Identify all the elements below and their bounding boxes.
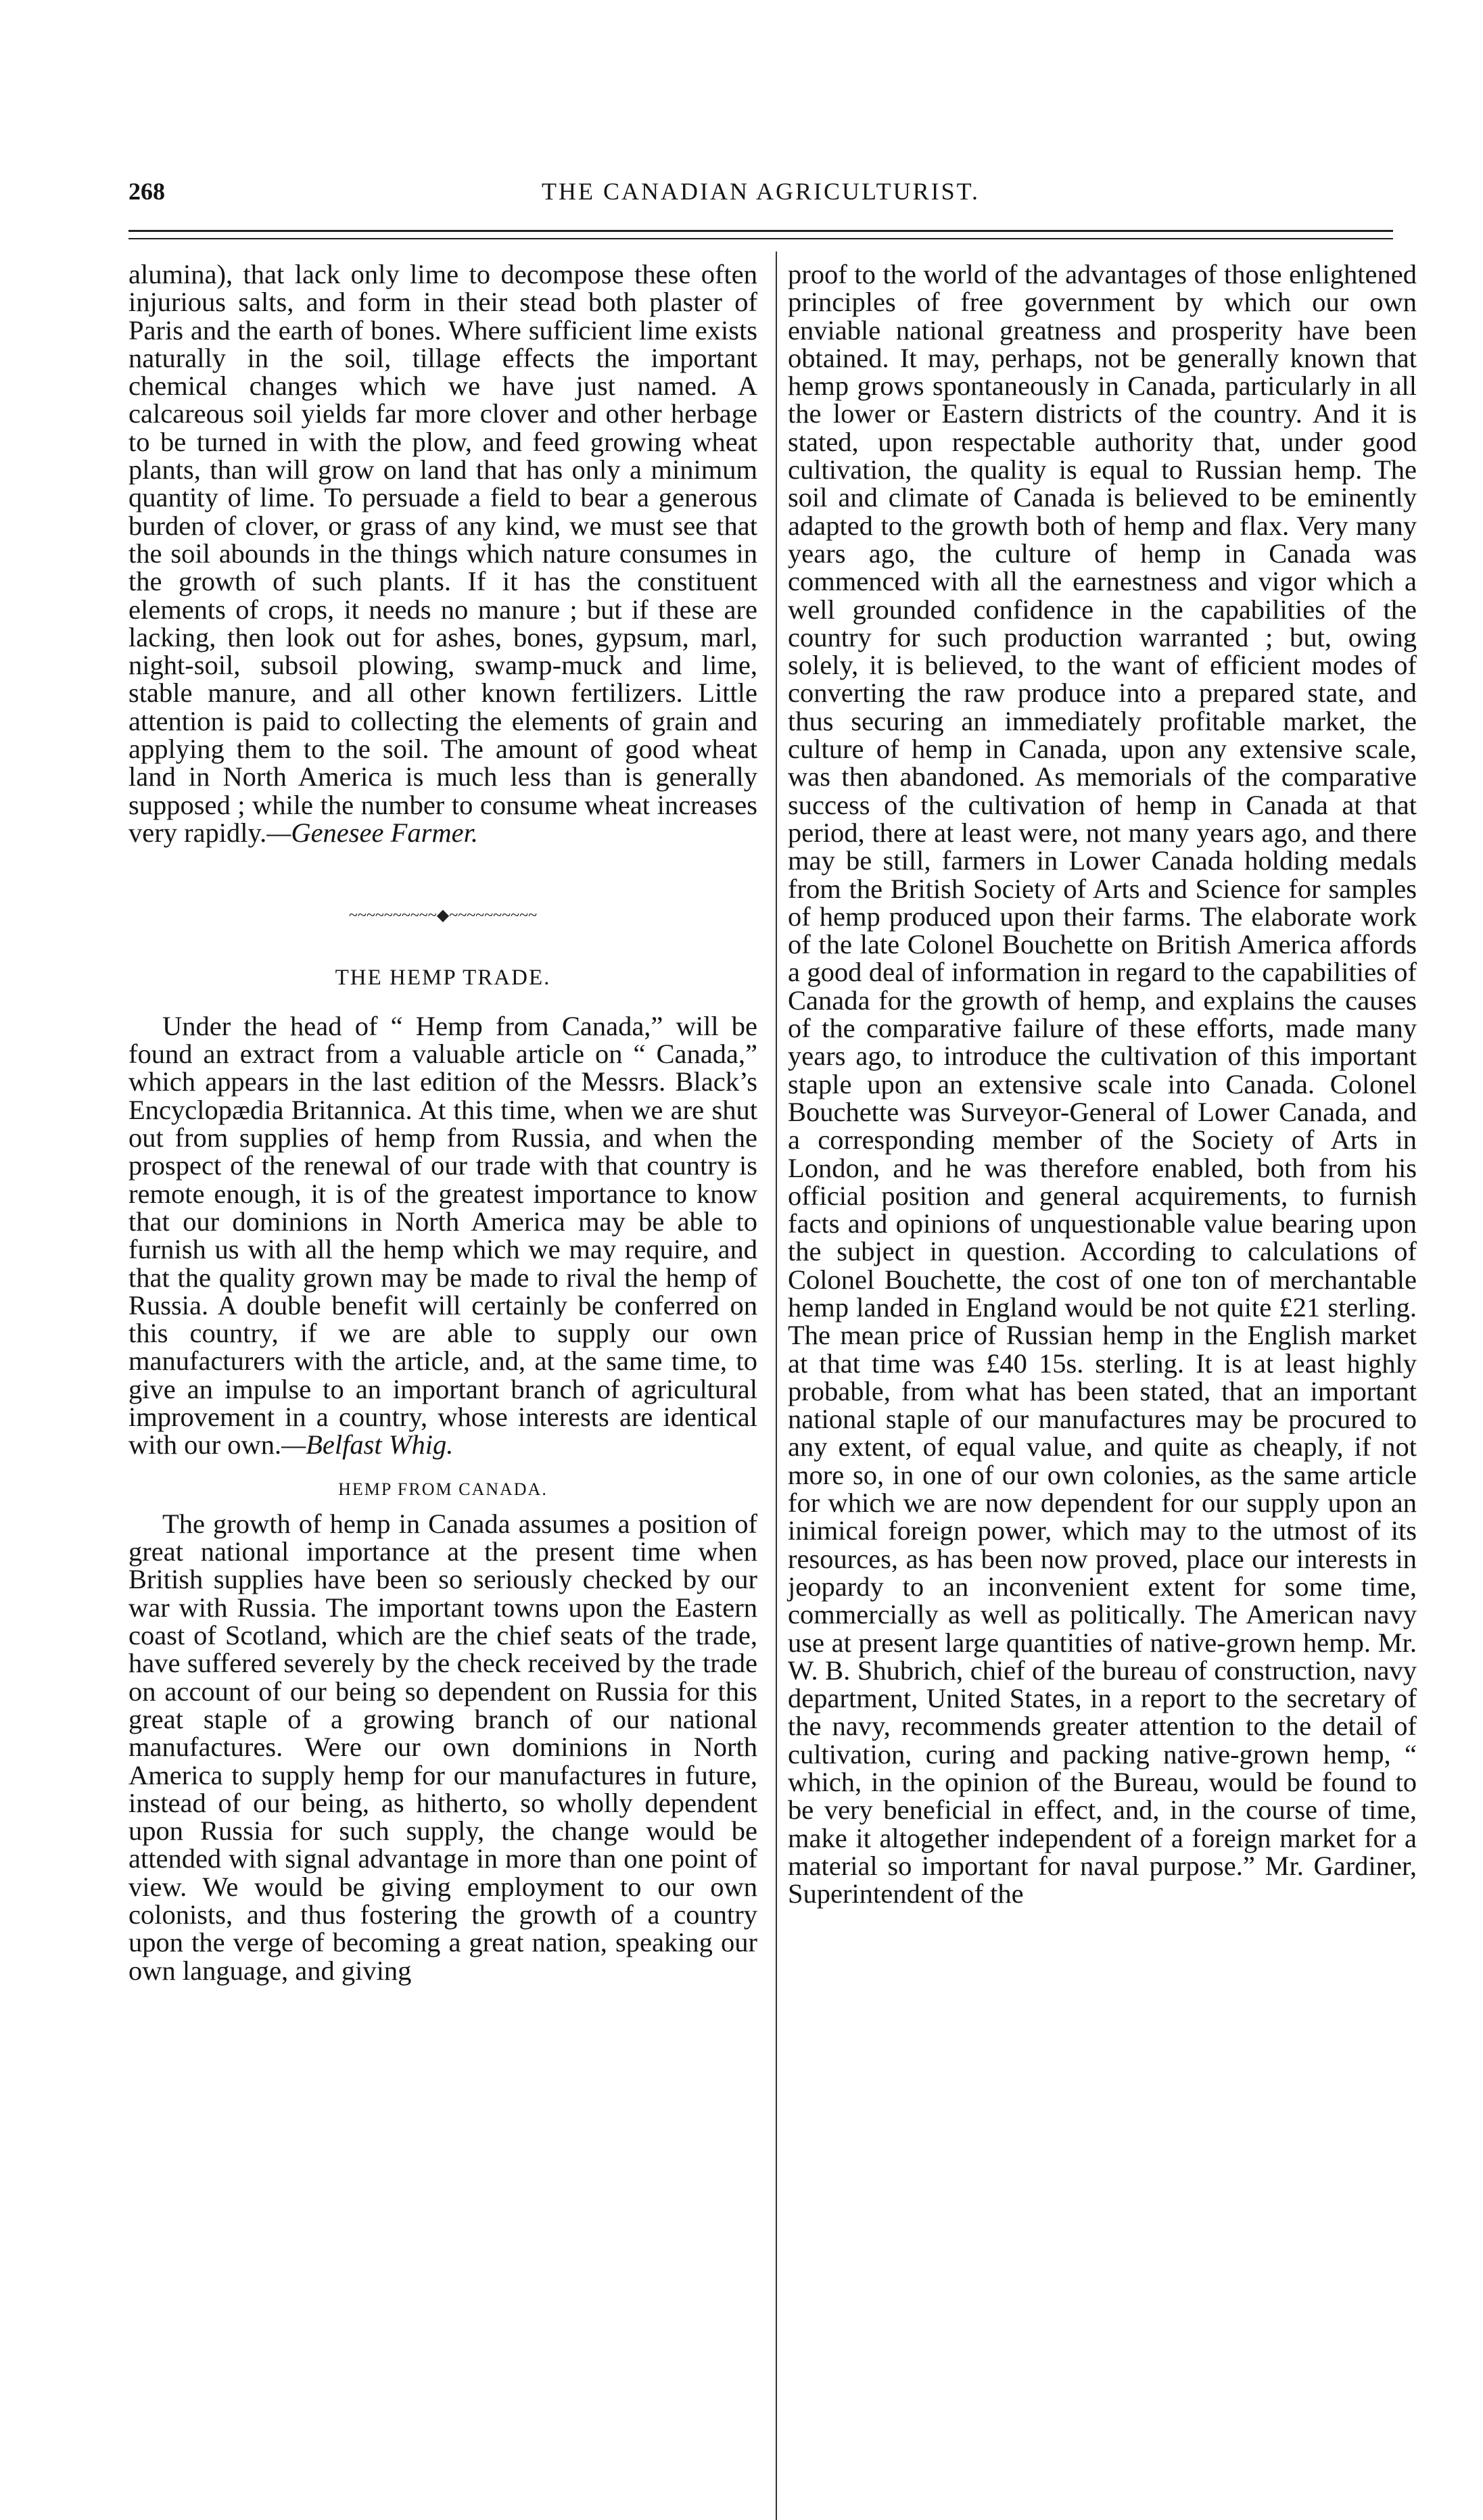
- running-head: [128, 177, 1393, 218]
- left-column: [128, 260, 757, 1984]
- intro-signature: —Belfast Whig.: [281, 1429, 454, 1460]
- intro-text: Under the head of “ Hemp from Canada,” will be found an extract from a valuable article on “ Canada,” which appears in the last edition of the Messrs. Black’s Encyclopædia Britannica. At this time, when we are shut out from supplies of hemp from Russia, and when the prospect of the renewal of our trade with that country is remote enough, it is of the greatest importance to know that our dominions in North America may be able to furnish us with all the hemp which we may require, and that the quality grown may be made to rival the hemp of Russia. A double benefit will certainly be conferred on this country, if we are able to supply our own manufacturers with the article, and, at the same time, to give an impulse to an important branch of agricultural improvement in a country, whose interests are identical with our own.: [128, 1010, 757, 1460]
- continuation-text: alumina), that lack only lime to decompose these often injurious salts, and form in their stead both plaster of Paris and the earth of bones. Where sufficient lime exists naturally in the soil, tillage effects the important chemical changes which we have just named. A calcareous soil yields far more clover and other herbage to be turned in with the plow, and feed growing wheat plants, than will grow on land that has only a minimum quantity of lime. To persuade a field to bear a generous burden of clover, or grass of any kind, we must see that the soil abounds in the things which nature consumes in the growth of such plants. If it has the constituent elements of crops, it needs no manure ; but if these are lacking, then look out for ashes, bones, gypsum, marl, night-soil, subsoil plowing, swamp-muck and lime, stable manure, and all other known fertilizers. Little attention is paid to collecting the elements of grain and applying them to the soil. The amount of good wheat land in North America is much less than is generally supposed ; while the number to consume wheat increases very rapidly.: [128, 259, 757, 848]
- page-number: 268: [128, 178, 165, 205]
- right-column: [788, 260, 1417, 1908]
- column-divider: [776, 252, 777, 2520]
- article-continuation: [128, 260, 757, 847]
- journal-title: THE CANADIAN AGRICULTURIST.: [542, 178, 980, 205]
- header-double-rule: [128, 230, 1393, 239]
- intro-paragraph: [128, 1012, 757, 1459]
- article-paragraph: The growth of hemp in Canada assumes a position of great national importance at the present time when British supplies have been so seriously checked by our war with Russia. The important towns upon the Eastern coast of Scotland, which are the chief seats of the trade, have suffered severely by the check received by the trade on account of our being so dependent on Russia for this great staple of a growing branch of our national manufactures. Were our own dominions in North America to supply hemp for our manufactures in future, instead of our being, as hitherto, so wholly dependent upon Russia for such supply, the change would be attended with signal advantage in more than one point of view. We would be giving employment to our own colonists, and thus fostering the growth of a country upon the verge of becoming a great nation, speaking our own language, and giving: [128, 1508, 757, 1986]
- section-heading: THE HEMP TRADE.: [335, 965, 551, 990]
- article-paragraph-continued: proof to the world of the advantages of those enlightened principles of free government by which our own enviable national greatness and prosperity have been obtained. It may, perhaps, not be generally known that hemp grows spontaneously in Canada, particularly in all the lower or Eastern districts of the country. And it is stated, upon respectable authority that, under good cultivation, the quality is equal to Russian hemp. The soil and climate of Canada is believed to be eminently adapted to the growth both of hemp and flax. Very many years ago, the culture of hemp in Canada was commenced with all the earnestness and vigor which a well grounded confidence in the capabilities of the country for such production warranted ; but, owing solely, it is believed, to the want of efficient modes of converting the raw produce into a prepared state, and thus securing an immediately profitable market, the culture of hemp in Canada, upon any extensive scale, was then abandoned. As memorials of the comparative success of the cultivation of hemp in Canada at that period, there at least were, not many years ago, and there may be still, farmers in Lower Canada holding medals from the British Society of Arts and Science for samples of hemp produced upon their farms. The elaborate work of the late Colonel Bouchette on British America affords a good deal of information in regard to the capabilities of Canada for the growth of hemp, and explains the causes of the comparative failure of these efforts, made many years ago, to introduce the cultivation of this important staple upon an extensive scale into Canada. Colonel Bouchette was Surveyor-General of Lower Canada, and a corresponding member of the Society of Arts in London, and he was therefore enabled, both from his official position and general acquirements, to furnish facts and opinions of unquestionable value bearing upon the subject in question. According to calculations of Colonel Bouchette, the cost of one ton of merchantable hemp landed in England would be not quite £21 sterling. The mean price of Russian hemp in the English market at that time was £40 15s. sterling. It is at least highly probable, from what has been stated, that an important national staple of our manufactures may be procured to any extent, of equal value, and quite as cheaply, if not more so, in one of our own colonies, as the same article for which we are now dependent for our supply upon an inimical foreign power, which may to the utmost of its resources, as has been now proved, place our interests in jeopardy to an inconvenient extent for some time, commercially as well as politically. The American navy use at present large quantities of native-grown hemp. Mr. W. B. Shubrich, chief of the bureau of construction, navy department, United States, in a report to the secretary of the navy, recommends greater attention to the detail of cultivation, curing and packing native-grown hemp, “ which, in the opinion of the Bureau, would be found to be very beneficial in effect, and, in the course of time, make it altogether independent of a foreign market for a material so important for naval purpose.” Mr. Gardiner, Superintendent of the: [788, 259, 1417, 1909]
- continuation-signature: —Genesee Farmer.: [266, 817, 478, 848]
- ornamental-divider: ~~~~~~~~~~◆~~~~~~~~~~: [348, 907, 538, 925]
- article-subheading: HEMP FROM CANADA.: [338, 1479, 548, 1499]
